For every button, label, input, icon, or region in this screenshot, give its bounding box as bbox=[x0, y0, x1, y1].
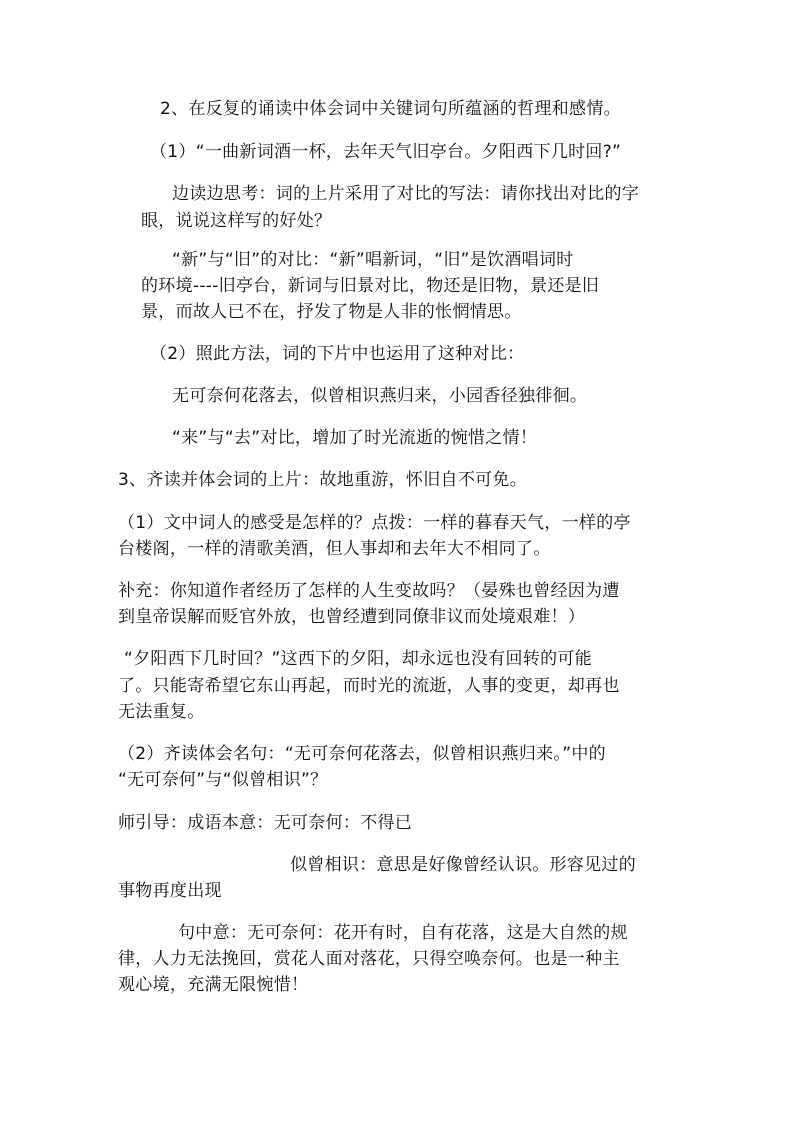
question-line-1: 边读边思考：词的上片采用了对比的写法：请你找出对比的字 bbox=[172, 184, 640, 204]
sentence-meaning-line-2: 律，人力无法挽回，赏花人面对落花，只得空唤奈何。也是一种主 bbox=[118, 949, 620, 969]
supplement-line-1: 补充：你知道作者经历了怎样的人生变故吗？（晏殊也曾经因为遭 bbox=[118, 581, 620, 601]
famous-line-question-2: “无可奈何”与“似曾相识”？ bbox=[118, 770, 328, 790]
supplement-line-2: 到皇帝误解而贬官外放，也曾经遭到同僚非议而处境艰难！） bbox=[118, 607, 586, 627]
sentence-meaning-line-3: 观心境，充满无限惋惜！ bbox=[118, 975, 309, 995]
sunset-analysis-line-1: “夕阳西下几时回？”这西下的夕阳，却永远也没有回转的可能 bbox=[124, 649, 593, 669]
answer-contrast-line-3: 景，而故人已不在，抒发了物是人非的怅惘情思。 bbox=[141, 302, 522, 322]
feeling-question-line-2: 台楼阁，一样的清歌美酒，但人事却和去年大不相同了。 bbox=[118, 539, 551, 559]
idiom-meaning-line-1: 似曾相识：意思是好像曾经认识。形容见过的 bbox=[290, 855, 636, 875]
answer-contrast-line-1: “新”与“旧”的对比：“新”唱新词，“旧”是饮酒唱词时 bbox=[172, 250, 574, 270]
sunset-analysis-line-3: 无法重复。 bbox=[118, 702, 205, 722]
section-3-heading: 3、齐读并体会词的上片：故地重游，怀旧自不可免。 bbox=[118, 470, 528, 490]
lower-stanza-quote: 无可奈何花落去，似曾相识燕归来，小园香径独徘徊。 bbox=[172, 386, 588, 406]
question-line-2: 眼，说说这样写的好处？ bbox=[141, 211, 332, 231]
lower-stanza-prompt: （2）照此方法，词的下片中也运用了这种对比： bbox=[150, 344, 525, 364]
feeling-question-line-1: （1）文中词人的感受是怎样的？点拨：一样的暮春天气，一样的亭 bbox=[118, 513, 631, 533]
idiom-meaning-line-2: 事物再度出现 bbox=[118, 881, 222, 901]
answer-contrast-line-2: 的环境----旧亭台，新词与旧景对比，物还是旧物，景还是旧 bbox=[141, 276, 600, 296]
quote-upper-stanza: （1）“一曲新词酒一杯，去年天气旧亭台。夕阳西下几时回?” bbox=[150, 142, 622, 162]
lower-stanza-contrast: “来”与“去”对比，增加了时光流逝的惋惜之情！ bbox=[172, 428, 538, 448]
sentence-meaning-line-1: 句中意：无可奈何：花开有时，自有花落，这是大自然的规 bbox=[178, 923, 628, 943]
famous-line-question-1: （2）齐读体会名句：“无可奈何花落去，似曾相识燕归来。”中的 bbox=[118, 744, 606, 764]
section-2-heading: 2、在反复的诵读中体会词中关键词句所蕴涵的哲理和感情。 bbox=[160, 99, 621, 119]
sunset-analysis-line-2: 了。只能寄希望它东山再起，而时光的流逝，人事的变更，却再也 bbox=[118, 676, 620, 696]
teacher-guide-idiom: 师引导：成语本意：无可奈何：不得已 bbox=[118, 813, 413, 833]
